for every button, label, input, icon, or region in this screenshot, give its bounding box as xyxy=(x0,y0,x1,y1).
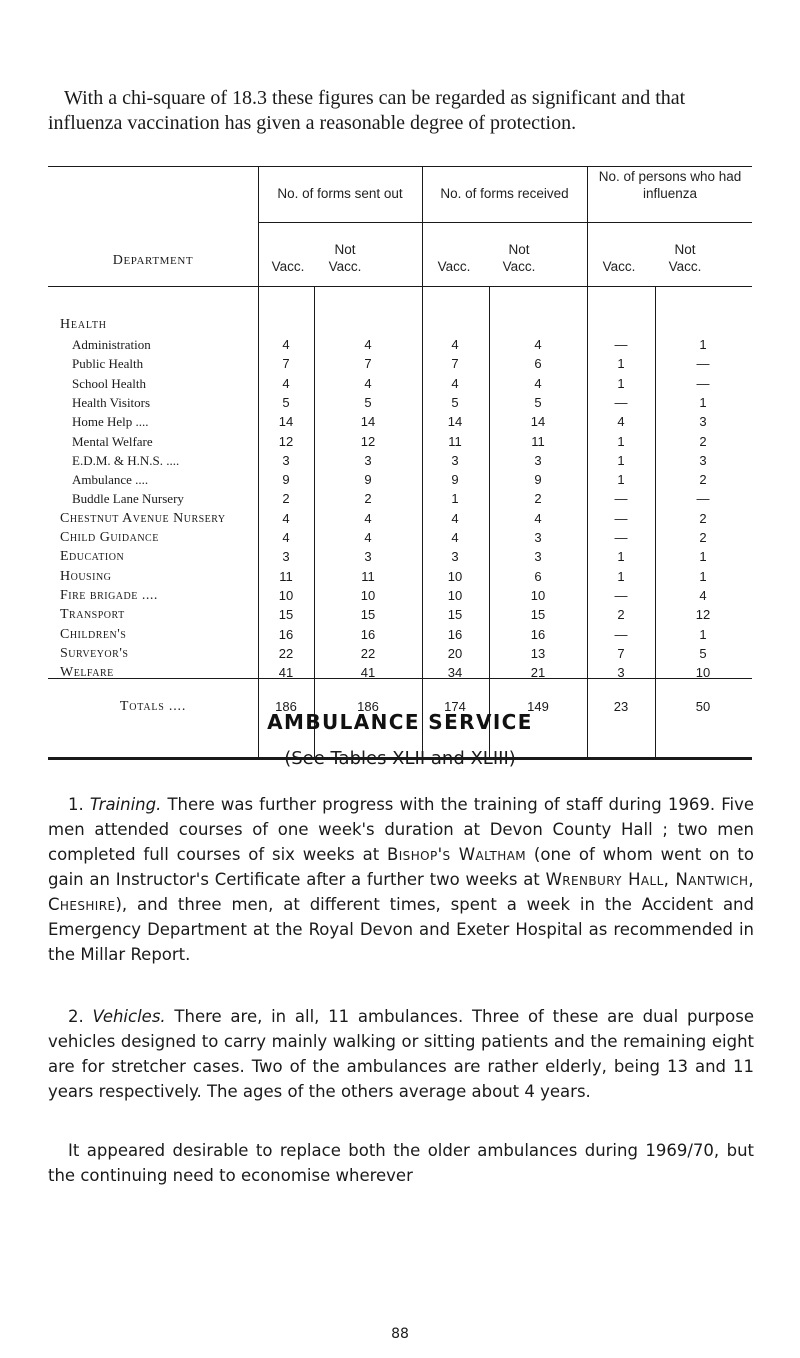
value-cell: 5 xyxy=(451,394,459,410)
table-row xyxy=(48,529,752,547)
value-cell: 15 xyxy=(530,607,546,623)
department-name: School Health xyxy=(72,375,147,391)
header-influenza: No. of persons who had influenza xyxy=(598,169,742,201)
department-name: Health Visitors xyxy=(72,394,151,410)
table-row xyxy=(48,587,752,605)
paragraph-replacement: It appeared desirable to replace both the older ambulances during 1969/70, but the continuing need to economise wherever xyxy=(48,1141,754,1185)
value-cell: 10 xyxy=(447,587,463,603)
value-cell: 2 xyxy=(364,491,372,507)
table-row xyxy=(48,433,752,451)
value-cell: 21 xyxy=(530,665,546,681)
value-cell: 1 xyxy=(617,472,625,488)
value-cell: 13 xyxy=(530,645,546,661)
department-header: DEPARTMENT xyxy=(112,253,194,268)
value-cell: 4 xyxy=(534,337,542,352)
value-cell: 4 xyxy=(364,375,372,391)
department-name: Public Health xyxy=(72,356,144,372)
value-cell: 5 xyxy=(364,394,372,410)
department-name: Fire brigade .... xyxy=(60,587,158,603)
department-name: Buddle Lane Nursery xyxy=(72,491,184,507)
value-cell: — xyxy=(614,626,628,642)
value-cell: 4 xyxy=(364,337,372,352)
value-cell: 11 xyxy=(448,433,462,449)
value-cell: 5 xyxy=(699,645,707,661)
value-cell: 1 xyxy=(451,491,459,507)
totals-label: Totals .... xyxy=(119,699,187,714)
value-cell: 4 xyxy=(534,375,542,391)
table-row xyxy=(48,452,752,470)
value-cell: 41 xyxy=(278,665,294,681)
department-name: Mental Welfare xyxy=(72,433,153,449)
value-cell: 1 xyxy=(699,568,707,584)
department-name: Education xyxy=(60,549,125,565)
value-cell: 15 xyxy=(360,607,376,623)
header-received: No. of forms received xyxy=(440,186,569,201)
value-cell: 16 xyxy=(360,626,376,642)
influenza-table xyxy=(48,166,752,760)
value-cell: 1 xyxy=(617,452,625,468)
value-cell: 34 xyxy=(447,665,463,681)
value-cell: 1 xyxy=(617,568,625,584)
value-cell: 3 xyxy=(699,414,707,430)
paragraph-training: 1. Training. There was further progress with the training of staff during 1969. Five men attended courses of one week's duration at Devon County Hall ; two men completed full courses of six weeks at Bishop's Waltham (one of whom went on to gain an Instructor's Certificate after a further two weeks at Wrenbury Hall, Nantwich, Cheshire), and three men, at different times, spent a week in the Accident and Emergency Department at the Royal Devon and Exeter Hospital as recommended in the Millar Report. xyxy=(48,795,755,964)
value-cell: — xyxy=(614,337,628,352)
value-cell: — xyxy=(614,510,628,526)
value-cell: 3 xyxy=(282,452,290,468)
value-cell: 1 xyxy=(617,375,625,391)
value-cell: 10 xyxy=(530,587,546,603)
table-row xyxy=(48,471,752,489)
value-cell: 10 xyxy=(695,665,711,681)
value-cell: 14 xyxy=(447,414,463,430)
value-cell: 3 xyxy=(534,452,542,468)
value-cell: — xyxy=(614,491,628,507)
value-cell: 7 xyxy=(364,356,372,372)
table-reference: (See Tables XLII and XLIII) xyxy=(284,748,516,769)
table-row xyxy=(48,626,752,644)
value-cell: 4 xyxy=(282,530,290,545)
value-cell: 2 xyxy=(699,510,707,526)
table-row xyxy=(48,355,752,373)
value-cell: 2 xyxy=(617,607,625,623)
value-cell: — xyxy=(696,356,710,372)
value-cell: 12 xyxy=(278,433,294,449)
value-cell: 9 xyxy=(282,472,290,488)
value-cell: 4 xyxy=(451,510,459,526)
value-cell: 4 xyxy=(282,510,290,526)
section-title: AMBULANCE SERVICE xyxy=(267,710,533,734)
value-cell: 16 xyxy=(530,626,546,642)
value-cell: 20 xyxy=(447,645,463,661)
value-cell: 1 xyxy=(617,433,625,449)
value-cell: 11 xyxy=(279,568,293,584)
value-cell: 14 xyxy=(530,414,546,430)
value-cell: 11 xyxy=(531,433,545,449)
table-row xyxy=(48,606,752,624)
total-cell: 186 xyxy=(357,699,379,714)
value-cell: 22 xyxy=(360,645,376,661)
department-name: Housing xyxy=(60,568,112,584)
value-cell: 4 xyxy=(534,510,542,526)
value-cell: 4 xyxy=(282,337,290,352)
value-cell: 9 xyxy=(534,472,542,488)
department-name: E.D.M. & H.N.S. .... xyxy=(72,452,180,468)
value-cell: 16 xyxy=(278,626,294,642)
table-row xyxy=(48,375,752,393)
subheader-vacc-1: Vacc. xyxy=(271,259,305,274)
value-cell: 16 xyxy=(447,626,463,642)
department-name: Surveyor's xyxy=(60,645,129,661)
value-cell: 14 xyxy=(278,414,294,430)
training-heading: Training. xyxy=(89,795,162,814)
value-cell: 1 xyxy=(699,337,707,352)
department-name: Home Help .... xyxy=(72,414,149,430)
value-cell: 41 xyxy=(360,665,376,681)
department-name: Welfare xyxy=(60,665,114,681)
value-cell: 3 xyxy=(617,665,625,681)
vehicles-heading: Vehicles. xyxy=(92,1007,166,1026)
value-cell: — xyxy=(614,530,628,545)
value-cell: 4 xyxy=(364,530,372,545)
intro-paragraph: With a chi-square of 18.3 these figures can be regarded as significant and that influenza vaccination has given a reasonable degree of protection. xyxy=(48,87,686,134)
page-number: 88 xyxy=(391,1326,409,1342)
value-cell: — xyxy=(696,491,710,507)
header-bottom-rule xyxy=(48,286,752,287)
value-cell: 7 xyxy=(617,645,625,661)
value-cell: 9 xyxy=(451,472,459,488)
subheader-vacc-3: Vacc. xyxy=(602,259,636,274)
value-cell: — xyxy=(614,394,628,410)
total-cell: 186 xyxy=(275,699,297,714)
value-cell: 12 xyxy=(695,607,711,623)
table-row xyxy=(48,510,752,528)
value-cell: 2 xyxy=(699,472,707,488)
value-cell: 3 xyxy=(282,549,290,565)
value-cell: 9 xyxy=(364,472,372,488)
header-sent-out: No. of forms sent out xyxy=(277,186,403,201)
table-row xyxy=(48,548,752,566)
value-cell: 14 xyxy=(360,414,376,430)
value-cell: 2 xyxy=(699,530,707,545)
subheader-notvacc-2: Not Vacc. xyxy=(502,242,536,274)
value-cell: 3 xyxy=(534,549,542,565)
group-header-rule xyxy=(258,222,752,223)
value-cell: 4 xyxy=(451,337,459,352)
value-cell: 6 xyxy=(534,356,542,372)
table-row xyxy=(48,413,752,431)
total-cell: 23 xyxy=(613,699,629,714)
value-cell: 1 xyxy=(699,394,707,410)
department-name: Child Guidance xyxy=(60,530,159,545)
value-cell: 7 xyxy=(451,356,459,372)
value-cell: 5 xyxy=(534,394,542,410)
total-cell: 149 xyxy=(527,699,549,714)
value-cell: 3 xyxy=(534,530,542,545)
total-cell: 174 xyxy=(444,699,466,714)
subheader-notvacc-3: Not Vacc. xyxy=(668,242,702,274)
value-cell: 1 xyxy=(617,356,625,372)
department-name: Ambulance .... xyxy=(72,472,149,488)
table-top-rule xyxy=(48,166,752,167)
department-name: Chestnut Avenue Nursery xyxy=(60,510,226,526)
department-name: Administration xyxy=(72,337,151,352)
value-cell: 11 xyxy=(361,568,375,584)
value-cell: 3 xyxy=(451,549,459,565)
total-cell: 50 xyxy=(695,699,711,714)
value-cell: 4 xyxy=(451,530,459,545)
value-cell: 7 xyxy=(282,356,290,372)
value-cell: 4 xyxy=(451,375,459,391)
value-cell: 4 xyxy=(282,375,290,391)
value-cell: 4 xyxy=(617,414,625,430)
value-cell: 10 xyxy=(278,587,294,603)
value-cell: 1 xyxy=(699,549,707,565)
value-cell: 15 xyxy=(447,607,463,623)
value-cell: 2 xyxy=(534,491,542,507)
value-cell: 4 xyxy=(699,587,707,603)
table-row xyxy=(48,568,752,586)
value-cell: 3 xyxy=(364,452,372,468)
value-cell: 1 xyxy=(617,549,625,565)
value-cell: 4 xyxy=(364,510,372,526)
table-row xyxy=(48,645,752,663)
value-cell: — xyxy=(614,587,628,603)
value-cell: — xyxy=(696,375,710,391)
value-cell: 3 xyxy=(364,549,372,565)
value-cell: 3 xyxy=(451,452,459,468)
value-cell: 15 xyxy=(278,607,294,623)
table-row xyxy=(48,394,752,412)
department-name: Transport xyxy=(60,607,125,623)
value-cell: 3 xyxy=(699,452,707,468)
value-cell: 2 xyxy=(699,433,707,449)
table-row xyxy=(48,336,752,354)
value-cell: 6 xyxy=(534,568,542,584)
department-name: Children's xyxy=(60,626,127,642)
value-cell: 5 xyxy=(282,394,290,410)
value-cell: 2 xyxy=(282,491,290,507)
table-row xyxy=(48,664,752,682)
subheader-notvacc-1: Not Vacc. xyxy=(328,242,362,274)
subheader-vacc-2: Vacc. xyxy=(437,259,471,274)
health-group-title: Health xyxy=(60,317,107,332)
value-cell: 12 xyxy=(360,433,376,449)
paragraph-vehicles: 2. Vehicles. There are, in all, 11 ambulances. Three of these are dual purpose vehicles designed to carry mainly walking or sitting patients and the remaining eight are for stretcher cases. Two of the ambulances are rather elderly, being 13 and 11 years respectively. The ages of the others average about 4 years. xyxy=(48,1007,755,1101)
value-cell: 10 xyxy=(447,568,463,584)
table-row xyxy=(48,490,752,508)
value-cell: 22 xyxy=(278,645,294,661)
value-cell: 1 xyxy=(699,626,707,642)
value-cell: 10 xyxy=(360,587,376,603)
